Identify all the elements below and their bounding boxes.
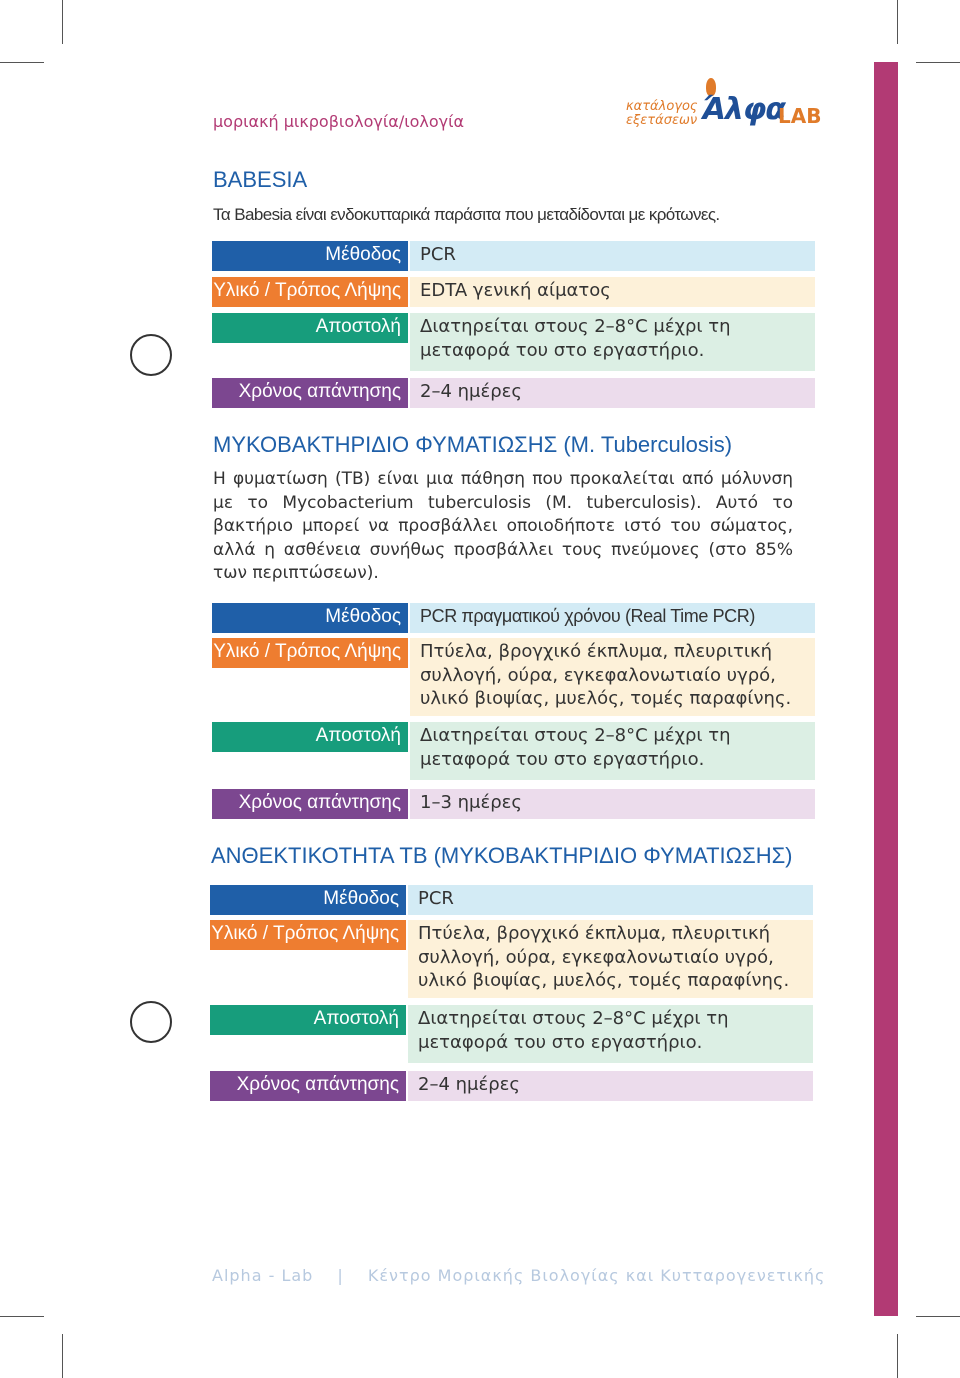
crop-mark [62,0,63,44]
footer-brand: Alpha - Lab [212,1266,314,1285]
tb-resistance-method-row [210,885,813,915]
babesia-sample-row [212,277,815,307]
logo-catalog-line1: κατάλογος [626,99,698,114]
turnaround-value: 2–4 ημέρες [410,378,815,408]
turnaround-label: Χρόνος απάντησης [210,1071,406,1101]
tb-title: ΜΥΚΟΒΑΚΤΗΡΙΔΙΟ ΦΥΜΑΤΙΩΣΗΣ (M. Tuberculosis) [213,432,733,457]
tb-resistance-sample-row [210,920,813,998]
method-value: PCR [408,885,813,915]
logo-catalog-line2: εξετάσεων [626,113,698,128]
tb-resistance-title: ΑΝΘΕΚΤΙΚΟΤΗΤΑ TB (ΜΥΚΟΒΑΚΤΗΡΙΔΙΟ ΦΥΜΑΤΙΩΣΗΣ) [211,843,793,868]
method-label: Μέθοδος [210,885,406,915]
tb-resistance-turnaround-row [210,1071,813,1101]
shipping-value: Διατηρείται στους 2–8°C μέχρι τη μεταφορά του στο εργαστήριο. [410,313,815,371]
page-footer [212,1266,825,1285]
shipping-value: Διατηρείται στους 2–8°C μέχρι τη μεταφορά του στο εργαστήριο. [408,1005,813,1063]
crop-mark [897,0,898,44]
tb-description: Η φυματίωση (ΤΒ) είναι μια πάθηση που προκαλείται από μόλυνση με το Mycobacterium tuberculosis (M. tuberculosis). Αυτό το βακτήριο μπορεί να προσβάλλει οποιοδήποτε ιστό του σώματος, αλλά η ασθένεια συνήθως προσβάλλει τους πνεύμονες (στο 85% των περιπτώσεων). [213,469,793,583]
sample-label: Υλικό / Τρόπος Λήψης [212,277,408,307]
tb-method-row [212,603,815,633]
binder-hole [130,1001,172,1043]
side-color-bar [874,62,898,1316]
brand-logo [626,78,822,138]
crop-mark [62,1334,63,1378]
tb-resistance-shipping-row [210,1005,813,1063]
method-label: Μέθοδος [212,241,408,271]
crop-mark [897,1334,898,1378]
turnaround-label: Χρόνος απάντησης [212,378,408,408]
sample-value: Πτύελα, βρογχικό έκπλυμα, πλευριτική συλλογή, ούρα, εγκεφαλονωτιαίο υγρό, υλικό βιοψίας, μυελός, τομές παραφίνης. [410,638,815,716]
shipping-value: Διατηρείται στους 2–8°C μέχρι τη μεταφορά του στο εργαστήριο. [410,722,815,780]
babesia-description: Τα Babesia είναι ενδοκυτταρικά παράσιτα που μεταδίδονται με κρότωνες. [213,205,720,224]
crop-mark [916,1316,960,1317]
tb-turnaround-row [212,789,815,819]
sample-label: Υλικό / Τρόπος Λήψης [210,920,406,950]
method-value: PCR [410,241,815,271]
turnaround-value: 2–4 ημέρες [408,1071,813,1101]
tb-sample-row [212,638,815,716]
logo-lab: LAB [778,104,822,128]
crop-mark [916,62,960,63]
logo-catalog-text [626,100,696,128]
shipping-label: Αποστολή [212,313,408,343]
binder-hole [130,334,172,376]
shipping-label: Αποστολή [210,1005,406,1035]
method-value: PCR πραγματικού χρόνου (Real Time PCR) [410,603,815,633]
babesia-turnaround-row [212,378,815,408]
babesia-shipping-row [212,313,815,371]
logo-brand: Άλφα [702,92,785,127]
tb-shipping-row [212,722,815,780]
sample-value: EDTA γενική αίματος [410,277,815,307]
turnaround-label: Χρόνος απάντησης [212,789,408,819]
footer-separator: | [337,1266,344,1285]
sample-value: Πτύελα, βρογχικό έκπλυμα, πλευριτική συλλογή, ούρα, εγκεφαλονωτιαίο υγρό, υλικό βιοψίας, μυελός, τομές παραφίνης. [408,920,813,998]
shipping-label: Αποστολή [212,722,408,752]
crop-mark [0,62,44,63]
turnaround-value: 1–3 ημέρες [410,789,815,819]
sample-label: Υλικό / Τρόπος Λήψης [212,638,408,668]
section-label: μοριακή μικροβιολογία/ιολογία [213,112,465,131]
footer-center: Κέντρο Μοριακής Βιολογίας και Κυτταρογενετικής [367,1266,826,1285]
method-label: Μέθοδος [212,603,408,633]
babesia-title: BABESIA [213,167,308,192]
crop-mark [0,1316,44,1317]
babesia-method-row [212,241,815,271]
